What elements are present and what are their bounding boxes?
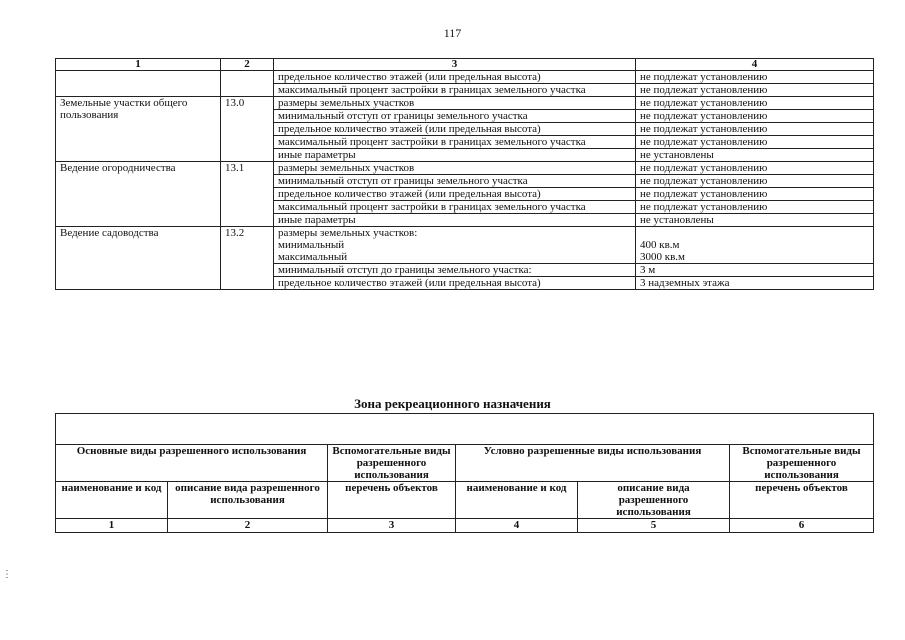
value-cell: не установлены — [636, 214, 874, 227]
description-header: описание вида разрешенного использования — [168, 482, 328, 519]
parameters-table — [55, 58, 874, 290]
objects-list-header-2: перечень объектов — [730, 482, 874, 519]
value-cell: не установлены — [636, 149, 874, 162]
land-use-name: Ведение садоводства — [56, 227, 221, 290]
land-use-name — [56, 71, 221, 97]
column-number: 1 — [56, 519, 168, 533]
land-use-code: 13.0 — [221, 97, 274, 162]
value-cell: не подлежат установлению — [636, 123, 874, 136]
parameter-cell: максимальный процент застройки в границах земельного участка — [274, 136, 636, 149]
table-row — [56, 162, 874, 175]
value-cell: не подлежат установлению — [636, 110, 874, 123]
table-row — [56, 227, 874, 264]
value-cell: не подлежат установлению — [636, 188, 874, 201]
main-uses-header: Основные виды разрешенного использования — [56, 445, 328, 482]
land-use-code: 13.2 — [221, 227, 274, 290]
group-header-row — [56, 445, 874, 482]
value-line: 3000 кв.м — [640, 251, 685, 263]
column-numbers-row — [56, 519, 874, 533]
value-cell: не подлежат установлению — [636, 84, 874, 97]
name-code-header-2: наименование и код — [456, 482, 578, 519]
parameters-table-body — [56, 59, 874, 290]
value-cell: не подлежат установлению — [636, 162, 874, 175]
value-cell: не подлежат установлению — [636, 136, 874, 149]
conditional-uses-header: Условно разрешенные виды использования — [456, 445, 730, 482]
objects-list-header: перечень объектов — [328, 482, 456, 519]
column-number: 2 — [168, 519, 328, 533]
column-number: 2 — [221, 59, 274, 71]
land-use-code — [221, 71, 274, 97]
column-number: 1 — [56, 59, 221, 71]
table-row — [56, 71, 874, 84]
parameter-cell: минимальный отступ от границы земельного участка — [274, 175, 636, 188]
name-code-header: наименование и код — [56, 482, 168, 519]
table-header-row — [56, 59, 874, 71]
parameter-cell: размеры земельных участков — [274, 162, 636, 175]
table-blank-row — [56, 414, 874, 445]
column-number: 3 — [328, 519, 456, 533]
column-number: 4 — [636, 59, 874, 71]
scan-edge-mark: ⋮ — [2, 569, 12, 580]
aux-uses-header-2: Вспомогательные виды разрешенного использования — [730, 445, 874, 482]
parameter-cell: предельное количество этажей (или предельная высота) — [274, 277, 636, 290]
value-cell: 3 м — [636, 264, 874, 277]
sub-header-row — [56, 482, 874, 519]
blank-cell — [56, 414, 874, 445]
page-number: 117 — [443, 26, 462, 40]
value-cell: не подлежат установлению — [636, 71, 874, 84]
column-number: 5 — [578, 519, 730, 533]
land-use-name: Ведение огородничества — [56, 162, 221, 227]
parameter-cell: предельное количество этажей (или предельная высота) — [274, 71, 636, 84]
table-row — [56, 97, 874, 110]
land-use-name: Земельные участки общего пользования — [56, 97, 221, 162]
parameter-cell: предельное количество этажей (или предельная высота) — [274, 188, 636, 201]
value-spacer — [640, 227, 869, 239]
parameter-cell: максимальный процент застройки в границах земельного участка — [274, 201, 636, 214]
parameter-cell: максимальный процент застройки в границах земельного участка — [274, 84, 636, 97]
column-number: 4 — [456, 519, 578, 533]
value-line: 400 кв.м — [640, 239, 680, 251]
land-use-code: 13.1 — [221, 162, 274, 227]
aux-uses-header: Вспомогательные виды разрешенного использования — [328, 445, 456, 482]
value-cell — [636, 227, 874, 264]
description-header-2: описание вида разрешенного использования — [578, 482, 730, 519]
parameter-cell: минимальный отступ до границы земельного участка: — [274, 264, 636, 277]
zone-uses-table — [55, 413, 874, 533]
parameter-line: размеры земельных участков: — [278, 227, 418, 239]
parameter-cell: иные параметры — [274, 214, 636, 227]
value-cell: не подлежат установлению — [636, 201, 874, 214]
parameter-cell: минимальный отступ от границы земельного участка — [274, 110, 636, 123]
parameter-line: минимальный — [278, 239, 345, 251]
parameter-cell: иные параметры — [274, 149, 636, 162]
value-cell: не подлежат установлению — [636, 175, 874, 188]
value-cell: не подлежат установлению — [636, 97, 874, 110]
parameter-cell: предельное количество этажей (или предельная высота) — [274, 123, 636, 136]
column-number: 6 — [730, 519, 874, 533]
value-cell: 3 надземных этажа — [636, 277, 874, 290]
parameter-cell — [274, 227, 636, 264]
zone-title: Зона рекреационного назначения — [354, 396, 551, 411]
parameter-cell: размеры земельных участков — [274, 97, 636, 110]
column-number: 3 — [274, 59, 636, 71]
parameter-line: максимальный — [278, 251, 348, 263]
